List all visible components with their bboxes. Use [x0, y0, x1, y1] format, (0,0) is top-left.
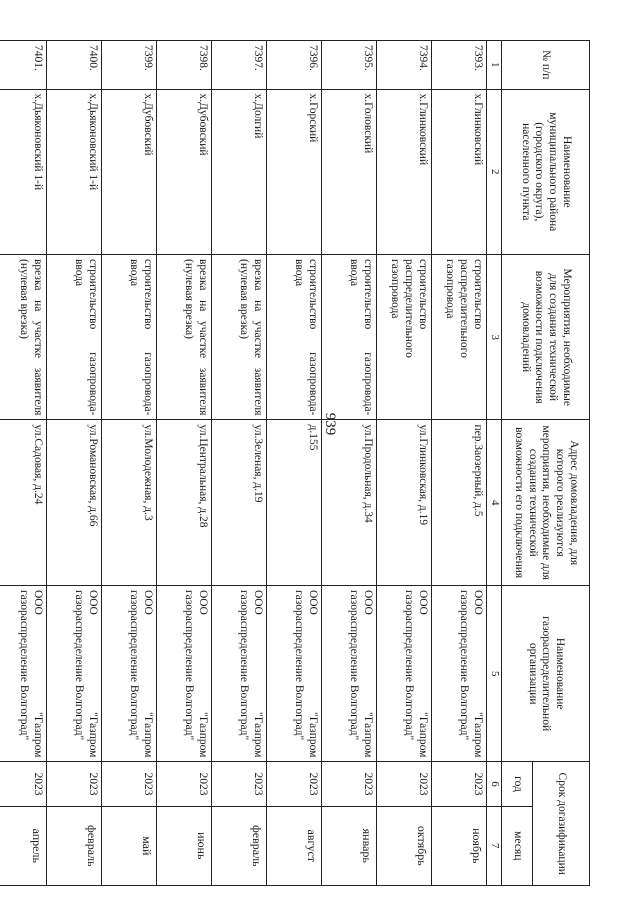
table-row — [322, 41, 377, 886]
cell-num: 7394. — [377, 41, 432, 90]
table-row — [102, 41, 157, 886]
cell-address: ул.Садовая, д.24 — [0, 420, 47, 585]
table-row — [377, 41, 432, 886]
cell-address: пер.Заозерный, д.5 — [432, 420, 487, 585]
cell-address: ул.Центральная, д.28 — [157, 420, 212, 585]
header-row — [533, 41, 590, 886]
table-row — [47, 41, 102, 886]
cell-month: май — [102, 806, 157, 885]
cell-address: ул.Молодежная, д.3 — [102, 420, 157, 585]
cell-event: строительство распределительного газопровода — [377, 255, 432, 420]
header-year: год — [502, 762, 533, 806]
cell-month: ноябрь — [432, 806, 487, 885]
header-num: № п/п — [502, 41, 590, 90]
cell-address: ул.Зеленая, д.19 — [212, 420, 267, 585]
header-address: Адрес домовладения, для которого реализуются мероприятия, необходимые для создания технической возможности его подключения — [502, 420, 590, 585]
header-term: Срок догазификации — [533, 762, 590, 886]
cell-month: апрель — [0, 806, 47, 885]
cell-month: август — [267, 806, 322, 885]
cell-event: строительство распределительного газопровода — [432, 255, 487, 420]
cell-num: 7399. — [102, 41, 157, 90]
cell-num: 7397. — [212, 41, 267, 90]
cell-month: октябрь — [377, 806, 432, 885]
header-month: месяц — [502, 806, 533, 885]
cell-org: ООО "Газпром газораспределение Волгоград" — [47, 585, 102, 762]
column-number: 7 — [487, 806, 502, 885]
cell-org: ООО "Газпром газораспределение Волгоград" — [157, 585, 212, 762]
cell-year: 2023 — [432, 762, 487, 806]
cell-year: 2023 — [212, 762, 267, 806]
column-number: 1 — [487, 41, 502, 90]
cell-event: врезка на участке заявителя (нулевая врезка) — [212, 255, 267, 420]
cell-year: 2023 — [102, 762, 157, 806]
cell-address: ул.Романовская, д.66 — [47, 420, 102, 585]
cell-year: 2023 — [157, 762, 212, 806]
cell-org: ООО "Газпром газораспределение Волгоград" — [267, 585, 322, 762]
cell-year: 2023 — [47, 762, 102, 806]
cell-event: строительство газопровода-ввода — [102, 255, 157, 420]
cell-event: врезка на участке заявителя (нулевая врезка) — [157, 255, 212, 420]
cell-org: ООО "Газпром газораспределение Волгоград" — [0, 585, 47, 762]
rotated-table-frame — [18, 40, 590, 886]
cell-month: февраль — [47, 806, 102, 885]
header-org: Наименование газораспределительной организации — [502, 585, 590, 762]
cell-month: июнь — [157, 806, 212, 885]
cell-address: ул.Продольная, д.34 — [322, 420, 377, 585]
header-locality: Наименование муниципального района (городского округа), населенного пункта — [502, 89, 590, 254]
cell-year: 2023 — [322, 762, 377, 806]
cell-address: ул.Глинковская, д.19 — [377, 420, 432, 585]
cell-locality: х.Головский — [322, 89, 377, 254]
cell-address: д.155 — [267, 420, 322, 585]
cell-event: строительство газопровода-ввода — [267, 255, 322, 420]
cell-num: 7396. — [267, 41, 322, 90]
cell-locality: х.Дьяконовский 1-й — [0, 89, 47, 254]
cell-num: 7401. — [0, 41, 47, 90]
cell-num: 7395. — [322, 41, 377, 90]
cell-num: 7393. — [432, 41, 487, 90]
cell-event: врезка на участке заявителя (нулевая врезка) — [0, 255, 47, 420]
column-number: 2 — [487, 89, 502, 254]
table-row — [267, 41, 322, 886]
page-number: 939 — [322, 412, 338, 436]
cell-org: ООО "Газпром газораспределение Волгоград" — [322, 585, 377, 762]
column-number-row — [487, 41, 502, 886]
cell-year: 2023 — [377, 762, 432, 806]
column-number: 6 — [487, 762, 502, 806]
header-event: Мероприятия, необходимые для создания технической возможности подключения домовладений — [502, 255, 590, 420]
table-row — [0, 41, 47, 886]
cell-num: 7398. — [157, 41, 212, 90]
cell-month: февраль — [212, 806, 267, 885]
gasification-table — [0, 40, 590, 886]
cell-locality: х.Горский — [267, 89, 322, 254]
cell-event: строительство газопровода-ввода — [47, 255, 102, 420]
cell-year: 2023 — [267, 762, 322, 806]
cell-event: строительство газопровода-ввода — [322, 255, 377, 420]
cell-locality: х.Дубовский — [157, 89, 212, 254]
rotated-table-container — [18, 40, 590, 886]
cell-locality: х.Глинковский — [377, 89, 432, 254]
cell-org: ООО "Газпром газораспределение Волгоград" — [432, 585, 487, 762]
cell-year: 2023 — [0, 762, 47, 806]
cell-org: ООО "Газпром газораспределение Волгоград" — [377, 585, 432, 762]
column-number: 3 — [487, 255, 502, 420]
cell-month: январь — [322, 806, 377, 885]
table-row — [157, 41, 212, 886]
cell-locality: х.Долгий — [212, 89, 267, 254]
cell-num: 7400. — [47, 41, 102, 90]
table-row — [432, 41, 487, 886]
cell-org: ООО "Газпром газораспределение Волгоград" — [102, 585, 157, 762]
cell-locality: х.Дубовский — [102, 89, 157, 254]
cell-locality: х.Дьяконовский 1-й — [47, 89, 102, 254]
cell-locality: х.Глинковский — [432, 89, 487, 254]
table-row — [212, 41, 267, 886]
cell-org: ООО "Газпром газораспределение Волгоград" — [212, 585, 267, 762]
column-number: 4 — [487, 420, 502, 585]
column-number: 5 — [487, 585, 502, 762]
